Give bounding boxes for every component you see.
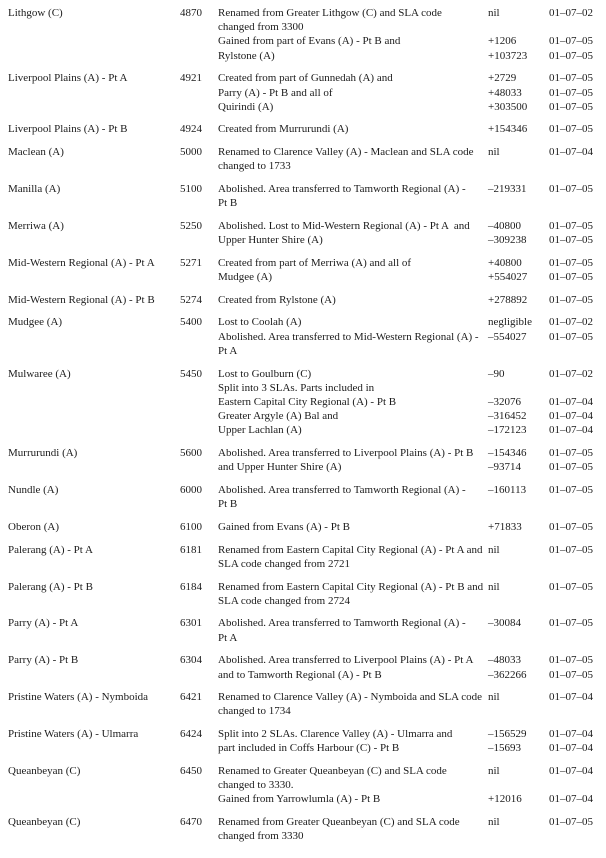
change-date: 01–07–04 (549, 146, 593, 159)
change-description (218, 653, 488, 667)
change-rows (218, 543, 606, 571)
change-value: +71833 (488, 520, 522, 533)
change-value: –316452 (488, 410, 527, 423)
change-description-line: Pt B (218, 197, 238, 210)
change-description (218, 49, 488, 63)
change-value: –30084 (488, 617, 521, 630)
change-value: nil (488, 146, 500, 159)
change-description-line: Abolished. Area transferred to Liverpool Plains (A) - Pt A (218, 654, 474, 667)
change-rows (218, 520, 606, 534)
change-description-line: Renamed from Greater Queanbeyan (C) and SLA code (218, 816, 460, 829)
change-description-line: part included in Coffs Harbour (C) - Pt B (218, 742, 400, 755)
change-row (218, 71, 606, 85)
change-description-line: Abolished. Area transferred to Tamworth Regional (A) - (218, 617, 466, 630)
change-description-line: Split into 3 SLAs. Parts included in (218, 381, 375, 394)
change-date: 01–07–02 (549, 7, 593, 19)
table-row (8, 520, 606, 534)
area-code: 5000 (180, 146, 202, 159)
area-code: 6424 (180, 728, 202, 741)
change-rows (218, 764, 606, 807)
change-description (218, 71, 488, 85)
table-row (8, 219, 606, 247)
change-row (218, 395, 606, 409)
sla-changes-table (8, 6, 606, 844)
change-value: +48033 (488, 86, 522, 99)
area-code: 5271 (180, 256, 202, 269)
change-row (218, 580, 606, 608)
change-description-line: SLA code changed from 2724 (218, 594, 350, 607)
change-rows (218, 315, 606, 358)
change-description-line: Gained from Evans (A) - Pt B (218, 520, 350, 533)
table-row (8, 71, 606, 114)
change-description-line: Renamed to Clarence Valley (A) - Nymboida and SLA code (218, 691, 483, 704)
change-value: +554027 (488, 271, 528, 284)
change-value: –48033 (488, 654, 521, 667)
change-date: 01–07–05 (549, 35, 593, 48)
change-date: 01–07–05 (549, 183, 593, 196)
change-value: –219331 (488, 183, 527, 196)
area-code: 6304 (180, 654, 202, 667)
area-code: 6184 (180, 580, 202, 593)
change-description (218, 792, 488, 806)
change-row (218, 690, 606, 718)
change-date: 01–07–05 (549, 256, 593, 269)
change-row (218, 330, 606, 358)
change-date: 01–07–05 (549, 100, 593, 113)
change-date: 01–07–05 (549, 123, 593, 136)
change-row (218, 219, 606, 233)
change-row (218, 122, 606, 136)
change-description-line: Abolished. Area transferred to Mid-Western Regional (A) - (218, 330, 479, 343)
area-name: Mudgee (A) (8, 316, 63, 329)
change-description (218, 86, 488, 100)
area-name: Nundle (A) (8, 483, 59, 496)
change-description-line: Renamed from Eastern Capital City Regional (A) - Pt A and (218, 543, 483, 556)
area-name: Parry (A) - Pt A (8, 617, 79, 630)
change-description-line: Created from part of Merriwa (A) and all of (218, 256, 412, 269)
change-description-line: Abolished. Area transferred to Tamworth Regional (A) - (218, 183, 466, 196)
change-description-line: Abolished. Area transferred to Liverpool Plains (A) - Pt B (218, 447, 474, 460)
change-description-line: Lost to Goulburn (C) (218, 367, 312, 380)
change-description-line: Created from Rylstone (A) (218, 293, 336, 306)
change-description (218, 256, 488, 270)
change-value: nil (488, 7, 500, 19)
area-name: Queanbeyan (C) (8, 816, 81, 829)
area-name: Lithgow (C) (8, 7, 63, 19)
change-rows (218, 690, 606, 718)
change-row (218, 49, 606, 63)
change-rows (218, 446, 606, 474)
change-description-line: Pt A (218, 631, 238, 644)
change-date: 01–07–04 (549, 793, 593, 806)
table-row (8, 6, 606, 63)
area-code: 6301 (180, 617, 202, 630)
change-description (218, 100, 488, 114)
change-date: 01–07–04 (549, 410, 593, 423)
area-name: Oberon (A) (8, 520, 60, 533)
change-date: 01–07–05 (549, 668, 593, 681)
change-description-line: Upper Hunter Shire (A) (218, 234, 323, 247)
change-description (218, 616, 488, 644)
change-row (218, 6, 606, 34)
change-date: 01–07–02 (549, 316, 593, 329)
change-rows (218, 219, 606, 247)
change-date: 01–07–04 (549, 691, 593, 704)
change-value: –309238 (488, 234, 527, 247)
change-description-line: Quirindi (A) (218, 100, 274, 113)
change-description (218, 483, 488, 511)
change-date: 01–07–05 (549, 330, 593, 343)
change-description (218, 395, 488, 409)
table-row (8, 727, 606, 755)
change-value: +12016 (488, 793, 522, 806)
change-rows (218, 727, 606, 755)
area-name: Merriwa (A) (8, 219, 64, 232)
change-date: 01–07–05 (549, 447, 593, 460)
change-rows (218, 580, 606, 608)
change-date: 01–07–05 (549, 617, 593, 630)
change-value: nil (488, 765, 500, 778)
table-row (8, 653, 606, 681)
change-description (218, 122, 488, 136)
change-description-line: Abolished. Area transferred to Tamworth Regional (A) - (218, 483, 466, 496)
change-rows (218, 367, 606, 438)
change-description (218, 34, 488, 48)
change-description-line: Renamed to Clarence Valley (A) - Maclean and SLA code (218, 146, 474, 159)
change-description (218, 6, 488, 34)
change-description (218, 293, 488, 307)
change-date: 01–07–04 (549, 395, 593, 408)
area-code: 4921 (180, 72, 202, 85)
change-value: –160113 (488, 483, 527, 496)
change-description (218, 182, 488, 210)
change-description-line: Parry (A) - Pt B and all of (218, 86, 333, 99)
change-description-line: Pt B (218, 498, 238, 511)
change-date: 01–07–04 (549, 742, 593, 755)
change-row (218, 423, 606, 437)
change-rows (218, 483, 606, 511)
change-description-line: Renamed to Greater Queanbeyan (C) and SLA code (218, 765, 447, 778)
change-row (218, 34, 606, 48)
area-name: Queanbeyan (C) (8, 765, 81, 778)
change-rows (218, 182, 606, 210)
change-description (218, 727, 488, 741)
change-description-line: Lost to Coolah (A) (218, 316, 302, 329)
change-description-line: Created from Murrurundi (A) (218, 123, 349, 136)
change-value: nil (488, 691, 500, 704)
change-rows (218, 145, 606, 173)
change-row (218, 182, 606, 210)
change-date: 01–07–05 (549, 293, 593, 306)
table-row (8, 543, 606, 571)
change-row (218, 483, 606, 511)
area-name: Parry (A) - Pt B (8, 654, 79, 667)
table-row (8, 145, 606, 173)
table-row (8, 690, 606, 718)
change-date: 01–07–05 (549, 654, 593, 667)
change-description-line: Renamed from Eastern Capital City Regional (A) - Pt B and (218, 580, 484, 593)
table-row (8, 293, 606, 307)
change-rows (218, 653, 606, 681)
change-row (218, 543, 606, 571)
area-name: Mid-Western Regional (A) - Pt B (8, 293, 155, 306)
table-row (8, 446, 606, 474)
change-description (218, 423, 488, 437)
area-code: 6100 (180, 520, 202, 533)
change-date: 01–07–05 (549, 580, 593, 593)
change-row (218, 256, 606, 270)
area-code: 6421 (180, 691, 202, 704)
change-description-line: Greater Argyle (A) Bal and (218, 410, 339, 423)
change-description-line: changed from 3330 (218, 830, 304, 843)
change-row (218, 764, 606, 792)
area-code: 4924 (180, 123, 202, 136)
change-row (218, 145, 606, 173)
area-code: 5100 (180, 183, 202, 196)
area-name: Pristine Waters (A) - Ulmarra (8, 728, 139, 741)
change-value: –32076 (488, 395, 521, 408)
change-value: –15693 (488, 742, 521, 755)
area-name: Manilla (A) (8, 183, 61, 196)
change-row (218, 741, 606, 755)
change-description-line: Created from part of Gunnedah (A) and (218, 72, 393, 85)
change-description (218, 764, 488, 792)
change-description-line: Renamed from Greater Lithgow (C) and SLA code (218, 7, 442, 19)
change-value: nil (488, 580, 500, 593)
change-row (218, 792, 606, 806)
change-row (218, 367, 606, 381)
change-description-line: changed to 3330. (218, 779, 294, 792)
change-value: –40800 (488, 219, 521, 232)
change-date: 01–07–05 (549, 461, 593, 474)
change-rows (218, 616, 606, 644)
change-date: 01–07–04 (549, 424, 593, 437)
area-code: 6470 (180, 816, 202, 829)
change-description-line: SLA code changed from 2721 (218, 557, 350, 570)
change-description (218, 381, 488, 395)
change-description-line: Gained from part of Evans (A) - Pt B and (218, 35, 401, 48)
area-name: Mulwaree (A) (8, 367, 71, 380)
change-description-line: changed from 3300 (218, 21, 304, 34)
change-value: –362266 (488, 668, 527, 681)
change-description-line: Pt A (218, 344, 238, 357)
change-description (218, 315, 488, 329)
area-code: 4870 (180, 7, 202, 19)
change-description-line: and to Tamworth Regional (A) - Pt B (218, 668, 382, 681)
area-name: Mid-Western Regional (A) - Pt A (8, 256, 155, 269)
change-description-line: Abolished. Lost to Mid-Western Regional (A) - Pt A and (218, 219, 470, 232)
change-description (218, 330, 488, 358)
table-row (8, 483, 606, 511)
change-row (218, 446, 606, 460)
change-description-line: Gained from Yarrowlumla (A) - Pt B (218, 793, 381, 806)
change-date: 01–07–05 (549, 49, 593, 62)
area-name: Pristine Waters (A) - Nymboida (8, 691, 149, 704)
change-row (218, 293, 606, 307)
change-description-line: Split into 2 SLAs. Clarence Valley (A) - Ulmarra and (218, 728, 453, 741)
table-row (8, 367, 606, 438)
change-value: –90 (488, 367, 505, 380)
change-row (218, 727, 606, 741)
change-description-line: changed to 1734 (218, 705, 291, 718)
change-description (218, 270, 488, 284)
change-description (218, 145, 488, 173)
change-description (218, 367, 488, 381)
change-row (218, 460, 606, 474)
change-description (218, 520, 488, 534)
change-value: +1206 (488, 35, 517, 48)
change-row (218, 315, 606, 329)
change-date: 01–07–05 (549, 234, 593, 247)
change-date: 01–07–05 (549, 271, 593, 284)
area-name: Palerang (A) - Pt A (8, 543, 93, 556)
table-row (8, 580, 606, 608)
change-description (218, 543, 488, 571)
change-row (218, 381, 606, 395)
change-rows (218, 6, 606, 63)
area-name: Maclean (A) (8, 146, 64, 159)
area-code: 6181 (180, 543, 202, 556)
change-date: 01–07–05 (549, 72, 593, 85)
change-row (218, 86, 606, 100)
change-value: +303500 (488, 100, 528, 113)
change-rows (218, 71, 606, 114)
change-description (218, 580, 488, 608)
change-rows (218, 815, 606, 843)
change-row (218, 668, 606, 682)
change-date: 01–07–02 (549, 367, 593, 380)
change-row (218, 616, 606, 644)
table-row (8, 122, 606, 136)
change-description (218, 446, 488, 460)
change-value: +2729 (488, 72, 517, 85)
change-row (218, 100, 606, 114)
area-code: 5450 (180, 367, 202, 380)
table-row (8, 315, 606, 358)
change-value: –154346 (488, 447, 527, 460)
area-name: Murrurundi (A) (8, 447, 78, 460)
change-description (218, 690, 488, 718)
table-row (8, 616, 606, 644)
change-description (218, 219, 488, 233)
change-row (218, 520, 606, 534)
area-code: 6450 (180, 765, 202, 778)
area-name: Palerang (A) - Pt B (8, 580, 93, 593)
table-row (8, 182, 606, 210)
change-value: +103723 (488, 49, 528, 62)
change-description (218, 741, 488, 755)
table-row (8, 815, 606, 843)
change-value: –554027 (488, 330, 527, 343)
area-code: 5400 (180, 316, 202, 329)
table-row (8, 764, 606, 807)
change-description (218, 815, 488, 843)
change-date: 01–07–05 (549, 86, 593, 99)
change-description-line: and Upper Hunter Shire (A) (218, 461, 342, 474)
area-code: 6000 (180, 483, 202, 496)
change-date: 01–07–04 (549, 728, 593, 741)
area-code: 5274 (180, 293, 202, 306)
change-description (218, 668, 488, 682)
change-date: 01–07–05 (549, 816, 593, 829)
change-value: –93714 (488, 461, 521, 474)
table-row (8, 256, 606, 284)
change-description (218, 460, 488, 474)
area-code: 5250 (180, 219, 202, 232)
change-value: –172123 (488, 424, 527, 437)
change-value: +278892 (488, 293, 528, 306)
change-description-line: Rylstone (A) (218, 49, 275, 62)
change-row (218, 409, 606, 423)
change-rows (218, 122, 606, 136)
area-name: Liverpool Plains (A) - Pt A (8, 72, 128, 85)
area-code: 5600 (180, 447, 202, 460)
change-description (218, 409, 488, 423)
change-value: negligible (488, 316, 532, 329)
change-rows (218, 293, 606, 307)
change-date: 01–07–04 (549, 765, 593, 778)
change-date: 01–07–05 (549, 219, 593, 232)
change-description-line: Eastern Capital City Regional (A) - Pt B (218, 395, 397, 408)
change-date: 01–07–05 (549, 520, 593, 533)
change-value: nil (488, 543, 500, 556)
change-date: 01–07–05 (549, 543, 593, 556)
change-value: nil (488, 816, 500, 829)
change-description-line: changed to 1733 (218, 160, 291, 173)
change-row (218, 233, 606, 247)
change-description-line: Upper Lachlan (A) (218, 424, 302, 437)
change-value: +40800 (488, 256, 522, 269)
change-row (218, 653, 606, 667)
change-value: +154346 (488, 123, 528, 136)
change-rows (218, 256, 606, 284)
change-value: –156529 (488, 728, 527, 741)
change-row (218, 815, 606, 843)
change-description (218, 233, 488, 247)
change-description-line: Mudgee (A) (218, 271, 273, 284)
change-row (218, 270, 606, 284)
area-name: Liverpool Plains (A) - Pt B (8, 123, 128, 136)
change-date: 01–07–05 (549, 483, 593, 496)
